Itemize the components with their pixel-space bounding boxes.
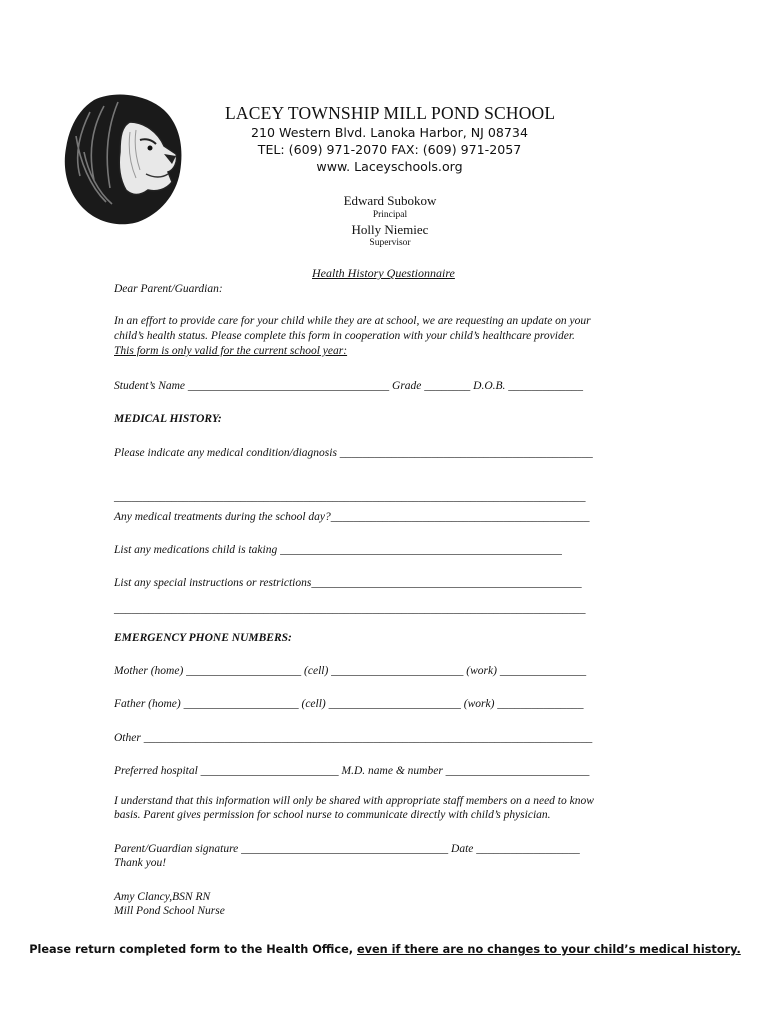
form-title: Health History Questionnaire xyxy=(312,266,455,280)
school-address: 210 Western Blvd. Lanoka Harbor, NJ 08734 xyxy=(251,125,528,140)
other-contact-line[interactable]: Other ______________________________________________________________________________ xyxy=(114,732,593,744)
intro-line-2: child’s health status. Please complete this form in cooperation with your child’s healthcare provider. xyxy=(114,330,575,342)
school-name: LACEY TOWNSHIP MILL POND SCHOOL xyxy=(225,103,556,123)
principal-name: Edward Subokow xyxy=(343,193,437,208)
father-phones-line[interactable]: Father (home) ____________________ (cell) _______________________ (work) _______________ xyxy=(114,698,584,710)
school-lion-logo xyxy=(60,92,190,227)
student-info-line[interactable]: Student’s Name ___________________________________ Grade ________ D.O.B. _____________ xyxy=(114,380,584,392)
medical-condition-line[interactable]: Please indicate any medical condition/diagnosis ____________________________________________ xyxy=(114,447,593,459)
special-instructions-line[interactable]: List any special instructions or restrictions_______________________________________________ xyxy=(114,577,582,589)
mother-phones-line[interactable]: Mother (home) ____________________ (cell) _______________________ (work) _______________ xyxy=(114,665,587,677)
thank-you: Thank you! xyxy=(114,857,167,869)
hospital-md-line[interactable]: Preferred hospital ________________________ M.D. name & number _________________________ xyxy=(114,765,590,777)
supervisor-name: Holly Niemiec xyxy=(351,222,429,237)
consent-line-1: I understand that this information will only be shared with appropriate staff members on a need to know xyxy=(114,795,594,807)
nurse-name: Amy Clancy,BSN RN xyxy=(114,891,211,903)
return-notice xyxy=(0,943,770,956)
school-phone-fax: TEL: (609) 971-2070 FAX: (609) 971-2057 xyxy=(257,142,522,157)
nurse-title: Mill Pond School Nurse xyxy=(114,905,225,917)
intro-line-3: This form is only valid for the current school year: xyxy=(114,345,348,357)
blank-line-2[interactable]: __________________________________________________________________________________ xyxy=(114,603,586,615)
intro-line-1: In an effort to provide care for your child while they are at school, we are requesting an update on your xyxy=(114,315,591,327)
blank-line-1[interactable]: __________________________________________________________________________________ xyxy=(114,491,586,503)
emergency-numbers-heading: EMERGENCY PHONE NUMBERS: xyxy=(114,632,292,644)
supervisor-title: Supervisor xyxy=(369,238,411,248)
return-notice-emphasis: even if there are no changes to your child’s medical history. xyxy=(356,943,741,956)
medical-treatments-line[interactable]: Any medical treatments during the school day?_____________________________________________ xyxy=(114,511,590,523)
principal-title: Principal xyxy=(372,210,408,220)
return-notice-text: Please return completed form to the Health Office, xyxy=(29,943,357,956)
salutation: Dear Parent/Guardian: xyxy=(114,283,223,295)
medications-line[interactable]: List any medications child is taking _________________________________________________ xyxy=(114,544,562,556)
signature-date-line[interactable]: Parent/Guardian signature ____________________________________ Date __________________ xyxy=(114,843,580,855)
consent-line-2: basis. Parent gives permission for school nurse to communicate directly with child’s physician. xyxy=(114,809,551,821)
school-website: www. Laceyschools.org xyxy=(316,159,463,174)
medical-history-heading: MEDICAL HISTORY: xyxy=(114,413,222,425)
